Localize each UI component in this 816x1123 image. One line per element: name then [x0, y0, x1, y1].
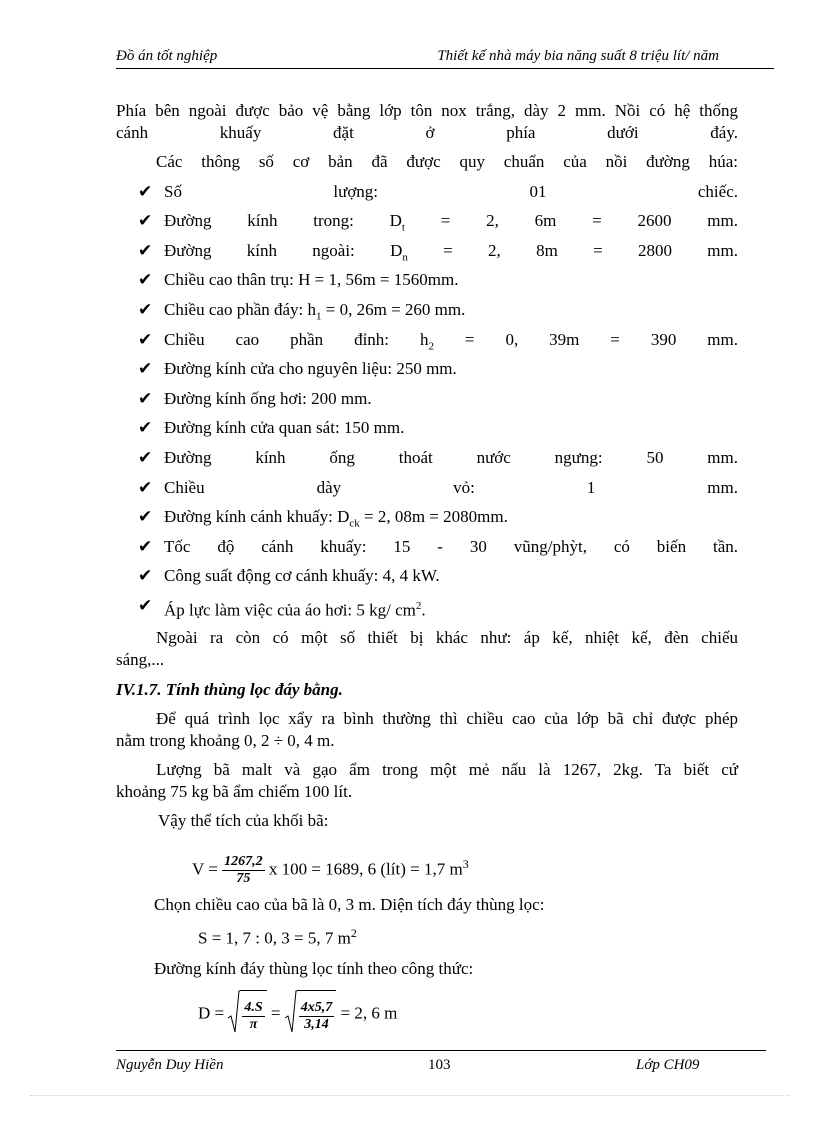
fraction-denominator: 75 [236, 871, 251, 887]
checkmark-icon: ✔ [138, 418, 153, 439]
bullet-text: Chiều cao phần đáy: h [164, 299, 317, 319]
page-bottom-divider [30, 1095, 790, 1096]
section-heading: IV.1.7. Tính thùng lọc đáy bằng. [116, 679, 343, 699]
header-right: Thiết kế nhà máy bia năng suất 8 triệu lít/ năm [437, 48, 719, 64]
bullet-text: Chiều cao thân trụ: H = 1, 56m = 1560mm. [164, 270, 459, 290]
radical-sign-icon [228, 990, 240, 1034]
bullet-text: Đường kính trong: D [164, 211, 402, 231]
fraction-numerator: 1267,2 [224, 854, 263, 870]
paragraph-line: sáng,... [116, 649, 165, 669]
bullet-text: = 0, 26m = 260 mm. [321, 299, 466, 319]
bullet-text: Đường kính ống thoát nước ngưng: 50 mm. [164, 447, 738, 467]
square-root [285, 990, 337, 1039]
fraction-numerator: 4x5,7 [300, 1000, 333, 1016]
bullet-text: Tốc độ cánh khuấy: 15 - 30 vũng/phỳt, có biến tần. [164, 536, 738, 556]
bullet-item [116, 329, 738, 351]
bullet-item [116, 506, 738, 528]
bullet-text: = 2, 08m = 2080mm. [359, 507, 508, 527]
formula-text: S = 1, 7 : 0, 3 = 5, 7 m [198, 928, 351, 948]
bullet-item [116, 388, 738, 410]
bullet-item [116, 240, 738, 262]
radical-sign-icon [285, 990, 297, 1034]
paragraph: Chọn chiều cao của bã là 0, 3 m. Diện tích đáy thùng lọc: [154, 894, 545, 914]
bullet-text: Đường kính ngoài: D [164, 240, 403, 260]
subscript: ck [349, 517, 360, 530]
bullet-text: Đường kính cửa quan sát: 150 mm. [164, 418, 405, 438]
checkmark-icon: ✔ [138, 536, 153, 557]
fraction-numerator: 4.S [244, 1000, 263, 1016]
checkmark-icon: ✔ [138, 507, 153, 528]
superscript: 3 [462, 856, 469, 871]
paragraph-line: Ngoài ra còn có một số thiết bị khác như: áp kế, nhiệt kế, đèn chiếu [156, 627, 738, 647]
checkmark-icon: ✔ [138, 477, 153, 498]
paragraph-line: Lượng bã malt và gạo ẩm trong một mẻ nấu là 1267, 2kg. Ta biết cứ [156, 759, 738, 779]
formula-diameter [116, 990, 738, 1036]
bullet-text: Chiều dày vỏ: 1 mm. [164, 477, 738, 497]
subscript: 2 [428, 339, 434, 352]
paragraph-line: Phía bên ngoài được bảo vệ bằng lớp tôn nox trắng, dày 2 mm. Nồi có hệ thống [116, 101, 738, 120]
bullet-text: Số lượng: 01 chiếc. [164, 181, 738, 201]
fraction-denominator: π [249, 1017, 258, 1033]
paragraph: Vậy thể tích của khối bã: [158, 810, 329, 830]
checkmark-icon: ✔ [138, 388, 153, 409]
checkmark-icon: ✔ [138, 359, 153, 380]
fraction [222, 854, 265, 887]
bullet-item [116, 358, 738, 380]
bullet-text: Công suất động cơ cánh khuấy: 4, 4 kW. [164, 566, 440, 586]
checkmark-icon: ✔ [138, 270, 153, 291]
formula-text: = 2, 6 m [336, 1002, 398, 1022]
bullet-text: Đường kính ống hơi: 200 mm. [164, 388, 372, 408]
bullet-item [116, 595, 738, 620]
checkmark-icon: ✔ [138, 329, 153, 350]
bullet-text: Đường kính cánh khuấy: D [164, 507, 350, 527]
bullet-text: = 2, 8m = 2800 mm. [407, 240, 738, 260]
bullet-text: = 0, 39m = 390 mm. [433, 329, 738, 349]
bullet-text: = 2, 6m = 2600 mm. [404, 211, 738, 231]
checkmark-icon: ✔ [138, 595, 153, 616]
header-left: Đồ án tốt nghiệp [116, 48, 218, 64]
bullet-text: . [421, 600, 426, 620]
page-footer [116, 1050, 766, 1077]
paragraph-line: khoảng 75 kg bã ẩm chiếm 100 lít. [116, 781, 353, 801]
bullet-item [116, 210, 738, 232]
paragraph: Các thông số cơ bản đã được quy chuẩn của nồi đường húa: [156, 152, 738, 171]
bullet-item [116, 565, 738, 587]
formula-text: D = [198, 1002, 229, 1022]
fraction-denominator: 3,14 [304, 1017, 329, 1033]
formula-volume [116, 844, 738, 887]
footer-class: Lớp CH09 [636, 1057, 700, 1073]
page-header [116, 48, 774, 69]
paragraph-line: nằm trong khoảng 0, 2 ÷ 0, 4 m. [116, 730, 335, 750]
bullet-item [116, 269, 738, 291]
superscript: 2 [415, 599, 422, 612]
bullet-item [116, 447, 738, 469]
paragraph: Đường kính đáy thùng lọc tính theo công thức: [154, 958, 474, 978]
checkmark-icon: ✔ [138, 240, 153, 261]
subscript: t [401, 221, 405, 234]
bullet-text: Đường kính cửa cho nguyên liệu: 250 mm. [164, 359, 457, 379]
page-content [116, 100, 738, 1036]
subscript: 1 [316, 310, 322, 323]
formula-text: x 100 = 1689, 6 (lít) = 1,7 m [264, 859, 463, 879]
bullet-list [116, 181, 738, 620]
bullet-item [116, 536, 738, 558]
checkmark-icon: ✔ [138, 181, 153, 202]
checkmark-icon: ✔ [138, 211, 153, 232]
bullet-text: Chiều cao phần đỉnh: h [164, 329, 429, 349]
checkmark-icon: ✔ [138, 447, 153, 468]
bullet-text: Áp lực làm việc của áo hơi: 5 kg/ cm [164, 600, 416, 620]
page-number: 103 [428, 1057, 451, 1073]
footer-author: Nguyễn Duy Hiền [116, 1057, 224, 1073]
bullet-item [116, 181, 738, 203]
superscript: 2 [350, 925, 357, 940]
checkmark-icon: ✔ [138, 566, 153, 587]
formula-area [116, 922, 738, 950]
square-root [228, 990, 266, 1039]
fraction [242, 1000, 264, 1033]
bullet-item [116, 299, 738, 321]
subscript: n [402, 251, 408, 264]
paragraph-line: cánh khuấy đặt ở phía dưới đáy. [116, 123, 738, 142]
formula-text: V = [192, 859, 223, 879]
bullet-item [116, 477, 738, 499]
checkmark-icon: ✔ [138, 299, 153, 320]
bullet-item [116, 417, 738, 439]
fraction [299, 1000, 335, 1033]
paragraph-line: Để quá trình lọc xẩy ra bình thường thì chiều cao của lớp bã chỉ được phép [156, 708, 738, 728]
formula-text: = [266, 1002, 285, 1022]
